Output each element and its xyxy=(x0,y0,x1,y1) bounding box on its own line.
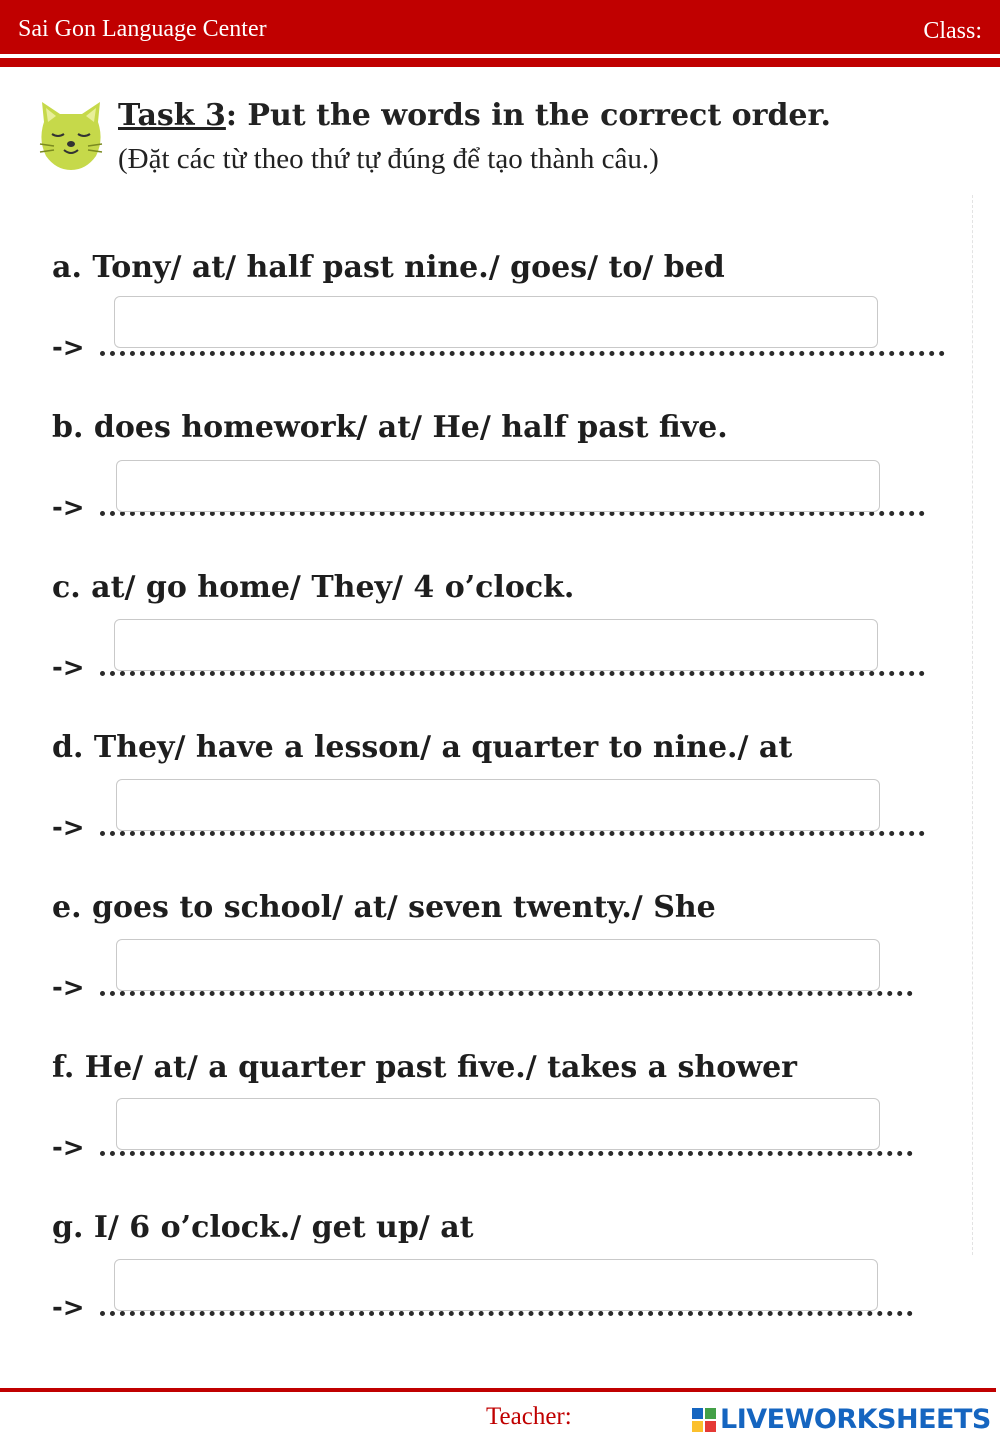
margin-rule xyxy=(972,195,973,1255)
task-translation: (Đặt các từ theo thứ tự đúng để tạo thành câu.) xyxy=(118,143,659,175)
task-instruction: : Put the words in the correct order. xyxy=(225,98,832,133)
header-divider xyxy=(0,58,1000,67)
answer-arrow: -> xyxy=(52,1293,85,1323)
question-b: b. does homework/ at/ He/ half past five. xyxy=(52,410,728,445)
question-e: e. goes to school/ at/ seven twenty./ She xyxy=(52,890,716,925)
answer-arrow: -> xyxy=(52,653,85,683)
task-title xyxy=(118,98,831,133)
question-c: c. at/ go home/ They/ 4 o’clock. xyxy=(52,570,575,605)
answer-arrow: -> xyxy=(52,1133,85,1163)
dotted-answer-line xyxy=(100,991,913,996)
dotted-answer-line xyxy=(100,1151,913,1156)
class-label: Class: xyxy=(923,18,982,44)
answer-input-f[interactable] xyxy=(116,1098,880,1150)
answer-arrow: -> xyxy=(52,333,85,363)
question-a: a. Tony/ at/ half past nine./ goes/ to/ bed xyxy=(52,250,725,285)
dotted-answer-line xyxy=(100,1311,913,1316)
answer-input-e[interactable] xyxy=(116,939,880,991)
footer-divider xyxy=(0,1388,996,1392)
answer-input-g[interactable] xyxy=(114,1259,878,1311)
liveworksheets-logo xyxy=(692,1404,991,1435)
dotted-answer-line xyxy=(100,671,925,676)
logo-grid-icon xyxy=(692,1408,716,1432)
center-name: Sai Gon Language Center xyxy=(18,16,267,42)
dotted-answer-line xyxy=(100,351,945,356)
question-g: g. I/ 6 o’clock./ get up/ at xyxy=(52,1210,474,1245)
answer-input-c[interactable] xyxy=(114,619,878,671)
answer-arrow: -> xyxy=(52,813,85,843)
answer-arrow: -> xyxy=(52,973,85,1003)
answer-input-b[interactable] xyxy=(116,460,880,512)
dotted-answer-line xyxy=(100,831,925,836)
answer-arrow: -> xyxy=(52,493,85,523)
answer-input-a[interactable] xyxy=(114,296,878,348)
question-d: d. They/ have a lesson/ a quarter to nine./ at xyxy=(52,730,793,765)
teacher-label: Teacher: xyxy=(486,1403,572,1430)
cat-mascot-icon xyxy=(36,100,106,172)
question-f: f. He/ at/ a quarter past five./ takes a shower xyxy=(52,1050,797,1085)
task-number: Task 3 xyxy=(118,98,226,133)
logo-text: LIVEWORKSHEETS xyxy=(720,1404,991,1435)
answer-input-d[interactable] xyxy=(116,779,880,831)
